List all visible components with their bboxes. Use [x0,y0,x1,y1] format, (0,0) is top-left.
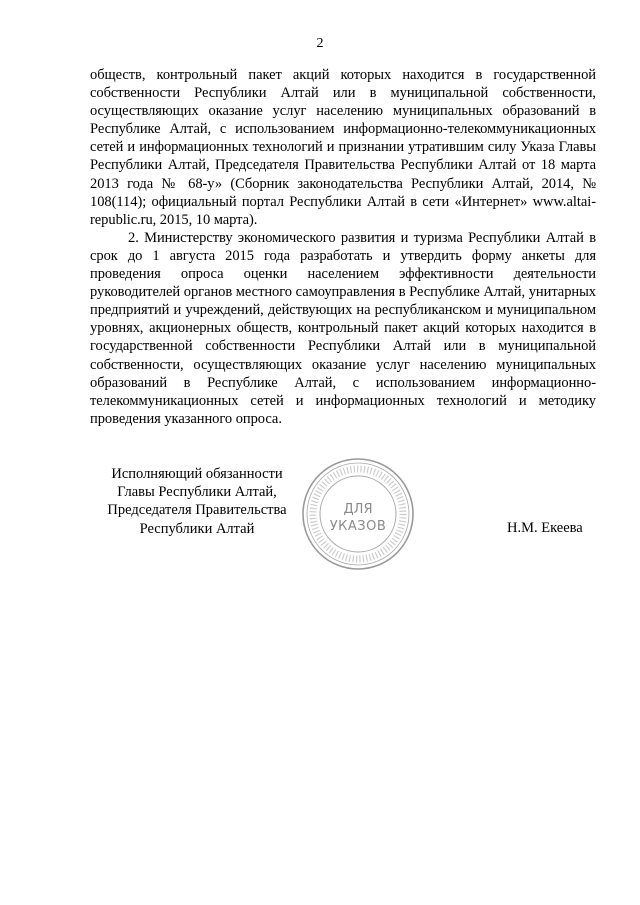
paragraph-continuation: обществ, контрольный пакет акций которых находится в государственной собственности Республики Алтай или в муниципальной собственности, осуществляющих оказание услуг населению муниципальных образований в Республике Алтай, с использованием информационно-телекоммуникационных сетей и информационных технологий и признании утратившим силу Указа Главы Республики Алтай, Председателя Правительства Республики Алтай от 18 марта 2013 года № 68-у» (Сборник законодательства Республики Алтай, 2014, № 108(114); официальный портал Республики Алтай в сети «Интернет» www.altai-republic.ru, 2015, 10 марта). [90,67,596,228]
document-body [90,66,596,428]
signatory-title-line: Главы Республики Алтай, [117,484,277,501]
stamp-text-line1: ДЛЯ [343,502,373,517]
stamp-text-line2: УКАЗОВ [329,519,387,534]
page-number: 2 [316,36,324,51]
signatory-title-line: Исполняющий обязанности [111,466,283,482]
signer-name: Н.М. Екеева [507,520,583,536]
official-seal-stamp [300,455,416,573]
paragraph-item-2: 2. Министерству экономического развития и туризма Республики Алтай в срок до 1 августа 2015 года разработать и утвердить форму анкеты для проведения опроса оценки населением эффективности деятельности руководителей органов местного самоуправления в Республике Алтай, унитарных предприятий и учреждений, действующих на республиканском и муниципальном уровнях, акционерных обществ, контрольный пакет акций которых находится в государственной собственности Республики Алтай или в муниципальной собственности, осуществляющих оказание услуг населению муниципальных образований в Республике Алтай, с использованием информационно-телекоммуникационных сетей и информационных технологий и методику проведения указанного опроса. [90,229,596,427]
signatory-title [62,465,332,538]
signatory-title-line: Председателя Правительства [107,502,287,519]
signatory-title-line: Республики Алтай [139,520,255,537]
